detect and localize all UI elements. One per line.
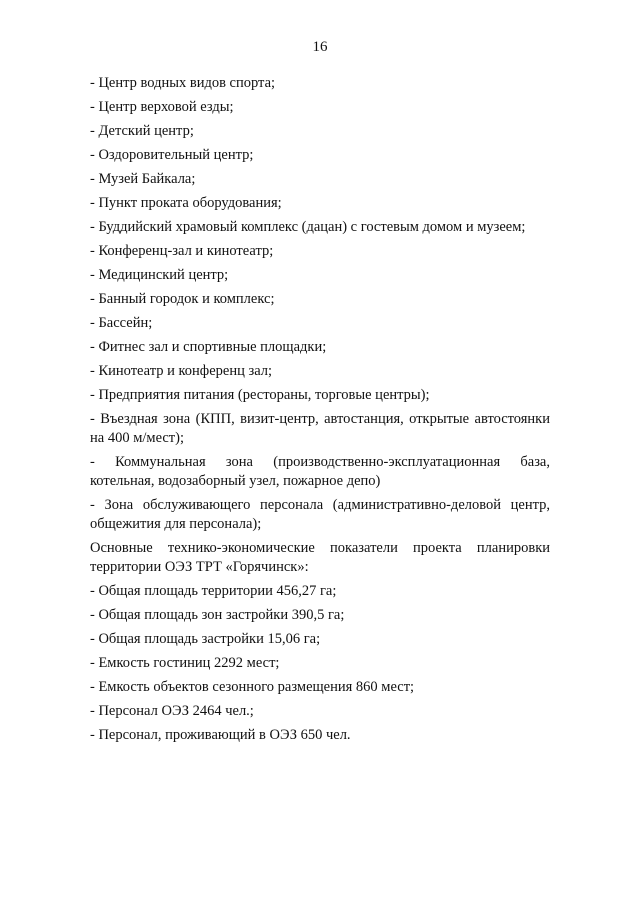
list-item: - Конференц-зал и кинотеатр;: [90, 243, 274, 259]
list-item: - Оздоровительный центр;: [90, 147, 254, 163]
list-item: - Пункт проката оборудования;: [90, 195, 282, 211]
list-item: - Персонал, проживающий в ОЭЗ 650 чел.: [90, 727, 351, 743]
document-body: [90, 74, 550, 750]
list-item: - Медицинский центр;: [90, 267, 229, 283]
list-item: - Общая площадь территории 456,27 га;: [90, 583, 337, 599]
list-item: - Музей Байкала;: [90, 171, 196, 187]
list-item: - Предприятия питания (рестораны, торговые центры);: [90, 387, 430, 403]
page-number: 16: [312, 39, 328, 55]
list-item: - Общая площадь застройки 15,06 га;: [90, 631, 321, 647]
list-item: - Фитнес зал и спортивные площадки;: [90, 339, 327, 355]
list-item: - Бассейн;: [90, 315, 153, 331]
list-item: - Банный городок и комплекс;: [90, 291, 275, 307]
list-item: - Емкость объектов сезонного размещения 860 мест;: [90, 679, 415, 695]
list-item: - Персонал ОЭЗ 2464 чел.;: [90, 703, 254, 719]
list-item: - Коммунальная зона (производственно-эксплуатационная база, котельная, водозаборный узел, пожарное депо): [90, 454, 550, 489]
list-item: - Центр водных видов спорта;: [90, 75, 276, 91]
list-item: - Зона обслуживающего персонала (административно-деловой центр, общежития для персонала);: [90, 497, 550, 532]
list-item: - Емкость гостиниц 2292 мест;: [90, 655, 280, 671]
list-item: - Центр верховой езды;: [90, 99, 234, 115]
list-item: - Общая площадь зон застройки 390,5 га;: [90, 607, 345, 623]
list-item: - Кинотеатр и конференц зал;: [90, 363, 273, 379]
indicators-heading: Основные технико-экономические показатели проекта планировки территории ОЭЗ ТРТ «Горячинск»:: [90, 540, 550, 575]
list-item: - Въездная зона (КПП, визит-центр, автостанция, открытые автостоянки на 400 м/мест);: [90, 411, 550, 446]
list-item: - Детский центр;: [90, 123, 194, 139]
list-item: - Буддийский храмовый комплекс (дацан) с гостевым домом и музеем;: [90, 219, 526, 235]
